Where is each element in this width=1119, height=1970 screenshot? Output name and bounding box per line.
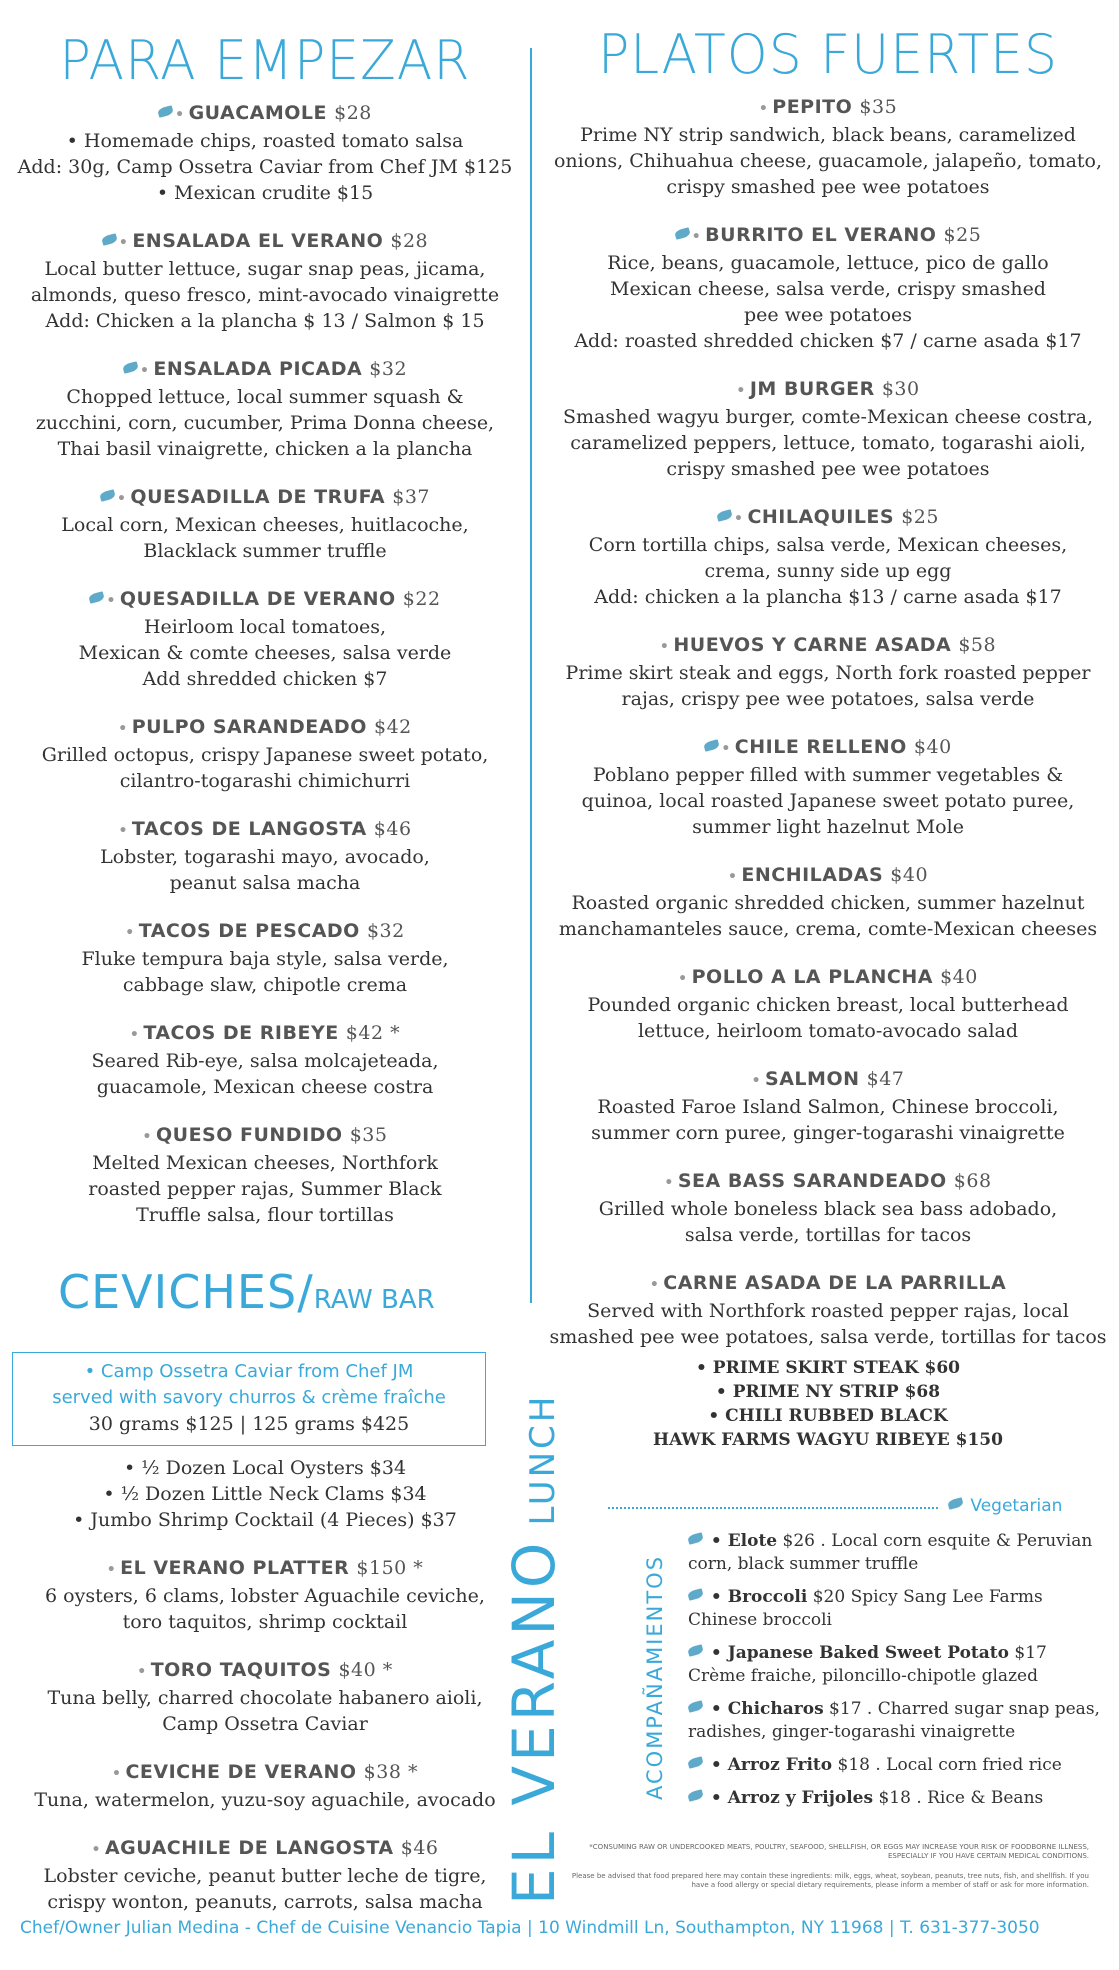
main-item xyxy=(548,94,1108,200)
starter-item-price: $22 xyxy=(402,588,441,610)
starter-item-desc: guacamole, Mexican cheese costra xyxy=(96,1076,434,1098)
leaf-icon xyxy=(122,361,139,374)
starter-item-name xyxy=(0,1122,530,1150)
leaf-icon xyxy=(687,1789,704,1802)
main-item xyxy=(548,632,1108,712)
main-item-desc: Smashed wagyu burger, comte-Mexican cheese costra, xyxy=(563,406,1093,428)
starter-item-desc: Blacklack summer truffle xyxy=(143,540,387,562)
main-item-desc: Served with Northfork roasted pepper rajas, local xyxy=(587,1300,1069,1322)
starter-item-desc: Local butter lettuce, sugar snap peas, jicama, xyxy=(44,258,486,280)
leaf-icon xyxy=(89,591,106,604)
main-item-title: CARNE ASADA DE LA PARRILLA xyxy=(663,1272,1007,1294)
main-item-price: $47 xyxy=(866,1068,905,1090)
starter-item-desc: • Homemade chips, roasted tomato salsa xyxy=(66,130,464,152)
starter-item-price: $28 xyxy=(334,102,372,124)
raw-bar-subtitle: RAW BAR xyxy=(313,1285,435,1315)
main-item-name xyxy=(548,1066,1108,1094)
starter-item-desc: Local corn, Mexican cheeses, huitlacoche, xyxy=(61,514,469,536)
main-item xyxy=(548,376,1108,482)
main-item-desc: manchamanteles sauce, crema, comte-Mexican cheeses xyxy=(558,918,1098,940)
main-item-title: SEA BASS SARANDEADO xyxy=(677,1170,954,1192)
leaf-icon xyxy=(703,739,720,752)
ceviche-item-title: EL VERANO PLATTER xyxy=(120,1557,357,1579)
leaf-icon xyxy=(687,1644,704,1657)
main-item-desc: Roasted organic shredded chicken, summer hazelnut xyxy=(571,892,1085,914)
bullet-icon: • xyxy=(142,1129,152,1145)
starter-item-desc: roasted pepper rajas, Summer Black xyxy=(88,1178,442,1200)
side-item-desc: . Rice & Beans xyxy=(916,1788,1044,1808)
starter-item-price: $37 xyxy=(392,486,431,508)
starter-item-title: QUESO FUNDIDO xyxy=(155,1124,350,1146)
leaf-icon xyxy=(99,489,116,502)
main-item xyxy=(548,1270,1108,1350)
ceviche-item-desc: Lobster ceviche, peanut butter leche de tigre, xyxy=(43,1865,487,1887)
side-item-desc: . Local corn esquite & Peruvian corn, black summer truffle xyxy=(688,1531,1093,1574)
side-item-name: • Japanese Baked Sweet Potato xyxy=(705,1643,1009,1663)
starter-item-desc: Add: Chicken a la plancha $ 13 / Salmon $ 15 xyxy=(45,310,485,332)
bullet-icon: • xyxy=(691,229,702,245)
starter-item-title: QUESADILLA DE TRUFA xyxy=(130,486,393,508)
ceviche-item xyxy=(0,1835,530,1915)
starter-item-desc: peanut salsa macha xyxy=(169,872,361,894)
bullet-icon: • xyxy=(91,1842,101,1858)
main-item xyxy=(548,1168,1108,1248)
starter-item-desc: Fluke tempura baja style, salsa verde, xyxy=(81,948,449,970)
raw-bar-line: • ½ Dozen Local Oysters $34 xyxy=(123,1457,407,1479)
steak-line: • PRIME NY STRIP $68 xyxy=(715,1382,941,1402)
side-item-price: $18 xyxy=(873,1788,917,1808)
starter-item-desc: almonds, queso fresco, mint-avocado vinaigrette xyxy=(30,284,500,306)
side-item xyxy=(688,1642,1108,1688)
starter-item-desc: Lobster, togarashi mayo, avocado, xyxy=(100,846,430,868)
main-item-name xyxy=(548,734,1108,762)
column-divider xyxy=(530,48,532,1303)
main-item-desc: Poblano pepper filled with summer vegetables & xyxy=(592,764,1064,786)
side-item xyxy=(688,1698,1108,1744)
starter-item xyxy=(0,918,530,998)
side-item xyxy=(688,1586,1108,1632)
side-item-name: • Chicharos xyxy=(705,1699,824,1719)
starter-item-name xyxy=(0,1020,530,1048)
bullet-icon: • xyxy=(129,1027,140,1043)
main-item-title: POLLO A LA PLANCHA xyxy=(691,966,941,988)
bullet-icon: • xyxy=(137,1664,147,1680)
raw-bar-line: • Jumbo Shrimp Cocktail (4 Pieces) $37 xyxy=(73,1509,457,1531)
steak-line: • CHILI RUBBED BLACK xyxy=(708,1406,948,1426)
main-item-desc: Add: roasted shredded chicken $7 / carne asada $17 xyxy=(574,330,1082,352)
ceviche-item-desc: toro taquitos, shrimp cocktail xyxy=(122,1611,408,1633)
starter-item-desc: Add: 30g, Camp Ossetra Caviar from Chef JM $125 xyxy=(17,156,513,178)
ceviche-item-desc: Tuna, watermelon, yuzu-soy aguachile, avocado xyxy=(34,1789,496,1811)
side-item-desc: . Charred sugar snap peas, radishes, ginger-togarashi vinaigrette xyxy=(688,1699,1100,1742)
starter-item-desc: Add shredded chicken $7 xyxy=(142,668,388,690)
brand-vertical xyxy=(500,1394,568,1905)
starter-item-price: $32 xyxy=(369,358,408,380)
starters-list xyxy=(0,100,530,1228)
main-item-title: JM BURGER xyxy=(749,378,882,400)
main-item-desc: Pounded organic chicken breast, local butterhead xyxy=(587,994,1069,1016)
main-item-name xyxy=(548,862,1108,890)
ceviche-item xyxy=(0,1555,530,1635)
main-item xyxy=(548,504,1108,610)
steak-list xyxy=(548,1356,1108,1452)
fine-print-raw: *CONSUMING RAW OR UNDERCOOKED MEATS, POULTRY, SEAFOOD, SHELLFISH, OR EGGS MAY INCREASE YOUR RISK OF FOODBORNE ILLNESS, ESPECIALLY IF YOU HAVE CERTAIN MEDICAL CONDITIONS. xyxy=(589,1843,1089,1860)
starter-item-title: PULPO SARANDEADO xyxy=(131,716,374,738)
side-item xyxy=(688,1530,1108,1576)
ceviche-items xyxy=(0,1555,530,1915)
starter-item-desc: cabbage slaw, chipotle crema xyxy=(122,974,408,996)
main-item-desc: crispy smashed pee wee potatoes xyxy=(666,458,990,480)
main-item-desc: crema, sunny side up egg xyxy=(704,560,952,582)
main-item-desc: crispy smashed pee wee potatoes xyxy=(666,176,990,198)
starter-item-price: $42 xyxy=(373,716,412,738)
side-item-price: $17 xyxy=(823,1699,867,1719)
mains-title: PLATOS FUERTES xyxy=(597,23,1059,87)
side-item-name: • Arroz Frito xyxy=(705,1755,833,1775)
starter-item-title: TACOS DE LANGOSTA xyxy=(131,818,374,840)
main-item-price: $25 xyxy=(901,506,939,528)
main-item-title: SALMON xyxy=(765,1068,867,1090)
leaf-icon xyxy=(157,105,174,118)
starter-item-price: $42 * xyxy=(345,1022,401,1044)
brand-name: EL VERANO xyxy=(500,1538,568,1905)
leaf-icon xyxy=(687,1532,704,1545)
starter-item-title: QUESADILLA DE VERANO xyxy=(119,588,403,610)
starter-item-title: ENSALADA EL VERANO xyxy=(132,230,391,252)
bullet-icon: • xyxy=(751,1073,762,1089)
starter-item-desc: Melted Mexican cheeses, Northfork xyxy=(92,1152,438,1174)
steak-line: • PRIME SKIRT STEAK $60 xyxy=(696,1358,960,1378)
main-item-desc: Rice, beans, guacamole, lettuce, pico de gallo xyxy=(607,252,1049,274)
starter-item xyxy=(0,356,530,462)
bullet-icon: • xyxy=(118,721,128,737)
starter-item-desc: zucchini, corn, cucumber, Prima Donna cheese, xyxy=(35,412,495,434)
ceviche-item xyxy=(0,1759,530,1813)
main-item-title: CHILE RELLENO xyxy=(734,736,914,758)
side-item-name: • Elote xyxy=(705,1531,778,1551)
bullet-icon: • xyxy=(106,593,116,609)
sides-title xyxy=(643,1555,667,1800)
leaf-icon xyxy=(674,227,691,240)
starter-item xyxy=(0,100,530,206)
bullet-icon: • xyxy=(118,235,129,251)
starter-item-desc: Mexican & comte cheeses, salsa verde xyxy=(78,642,452,664)
bullet-icon: • xyxy=(736,383,746,399)
starter-item-desc: • Mexican crudite $15 xyxy=(156,182,374,204)
starter-item xyxy=(0,1122,530,1228)
leaf-icon xyxy=(947,1497,964,1510)
side-item-desc: Crème fraiche, piloncillo-chipotle glazed xyxy=(688,1666,1038,1686)
ceviche-item-title: AGUACHILE DE LANGOSTA xyxy=(104,1837,401,1859)
main-item-desc: rajas, crispy pee wee potatoes, salsa verde xyxy=(621,688,1035,710)
main-item-desc: quinoa, local roasted Japanese sweet potato puree, xyxy=(581,790,1075,812)
starter-item-desc: Chopped lettuce, local summer squash & xyxy=(66,386,464,408)
starter-item-price: $28 xyxy=(390,230,429,252)
starter-item-name xyxy=(0,586,530,614)
mains-column xyxy=(548,24,1108,1452)
main-item-desc: lettuce, heirloom tomato-avocado salad xyxy=(637,1020,1019,1042)
side-item-name: • Broccoli xyxy=(705,1587,808,1607)
starter-item-price: $46 xyxy=(373,818,412,840)
starter-item-desc: cilantro-togarashi chimichurri xyxy=(119,770,411,792)
leaf-icon xyxy=(101,233,118,246)
main-item xyxy=(548,734,1108,840)
side-item-price: $26 xyxy=(777,1531,821,1551)
side-item-name: • Arroz y Frijoles xyxy=(705,1788,874,1808)
fine-print-allergy: Please be advised that food prepared here may contain these ingredients: milk, eggs, wheat, soybean, peanuts, tree nuts, fish, and shellfish. If you have a food allergy or special dietary requirements, please inform a member of staff or ask for more information. xyxy=(571,1872,1089,1889)
ceviches-title xyxy=(58,1265,435,1319)
main-item-name xyxy=(548,376,1108,404)
side-item-price: $17 xyxy=(1008,1643,1047,1663)
starter-item-title: TACOS DE RIBEYE xyxy=(143,1022,346,1044)
bullet-icon: • xyxy=(664,1175,674,1191)
main-item xyxy=(548,862,1108,942)
starter-item-title: GUACAMOLE xyxy=(188,102,335,124)
main-item-price: $35 xyxy=(859,96,898,118)
starter-item-desc: Grilled octopus, crispy Japanese sweet potato, xyxy=(41,744,489,766)
sides-title-text: ACOMPAÑAMIENTOS xyxy=(643,1554,667,1800)
starter-item-name xyxy=(0,714,530,742)
starter-item-desc: Truffle salsa, flour tortillas xyxy=(136,1204,394,1226)
main-item-title: PEPITO xyxy=(772,96,860,118)
caviar-line-2: served with savory churros & crème fraîche xyxy=(52,1387,446,1408)
ceviche-item-title: TORO TAQUITOS xyxy=(150,1659,339,1681)
side-item-price: $18 xyxy=(832,1755,876,1775)
bullet-icon: • xyxy=(139,363,150,379)
main-item-name xyxy=(548,1168,1108,1196)
caviar-box xyxy=(12,1352,486,1446)
main-item-desc: salsa verde, tortillas for tacos xyxy=(684,1224,972,1246)
main-item-price: $40 xyxy=(890,864,929,886)
vegetarian-legend xyxy=(948,1496,1062,1516)
main-item-desc: smashed pee wee potatoes, salsa verde, tortillas for tacos xyxy=(549,1326,1107,1348)
main-item xyxy=(548,1066,1108,1146)
leaf-icon xyxy=(687,1756,704,1769)
starter-item-name xyxy=(0,918,530,946)
starter-item-name xyxy=(0,356,530,384)
bullet-icon: • xyxy=(649,1277,660,1293)
main-item-price: $58 xyxy=(958,634,997,656)
starter-item xyxy=(0,1020,530,1100)
mains-list xyxy=(548,94,1108,1350)
main-item-desc: Add: chicken a la plancha $13 / carne asada $17 xyxy=(594,586,1062,608)
ceviche-item-price: $38 * xyxy=(363,1761,418,1783)
starter-item-title: TACOS DE PESCADO xyxy=(138,920,367,942)
main-item-price: $40 xyxy=(913,736,952,758)
brand-lunch: LUNCH xyxy=(523,1393,563,1526)
bullet-icon: • xyxy=(112,1766,122,1782)
main-item-price: $68 xyxy=(953,1170,992,1192)
ceviche-item-name xyxy=(0,1759,530,1787)
main-item-title: CHILAQUILES xyxy=(747,506,902,528)
starter-item xyxy=(0,586,530,692)
side-item-desc: Spicy Sang Lee Farms Chinese broccoli xyxy=(688,1587,1043,1630)
vegetarian-divider xyxy=(608,1507,938,1509)
steak-line: HAWK FARMS WAGYU RIBEYE $150 xyxy=(653,1430,1003,1450)
main-item-desc: Mexican cheese, salsa verde, crispy smashed xyxy=(610,278,1046,300)
ceviche-item-price: $46 xyxy=(400,1837,439,1859)
starter-item-desc: Thai basil vinaigrette, chicken a la plancha xyxy=(57,438,473,460)
ceviche-item-title: CEVICHE DE VERANO xyxy=(125,1761,364,1783)
ceviche-item-desc: crispy wonton, peanuts, carrots, salsa macha xyxy=(47,1891,483,1913)
leaf-icon xyxy=(687,1588,704,1601)
starters-title: PARA EMPEZAR xyxy=(59,29,471,93)
starter-item-price: $32 xyxy=(366,920,405,942)
main-item-title: BURRITO EL VERANO xyxy=(705,224,944,246)
main-item-desc: pee wee potatoes xyxy=(743,304,913,326)
side-item xyxy=(688,1754,1108,1777)
main-item-desc: summer light hazelnut Mole xyxy=(692,816,964,838)
main-item-name xyxy=(548,222,1108,250)
starter-item xyxy=(0,484,530,564)
ceviche-item-price: $150 * xyxy=(356,1557,424,1579)
caviar-line-1: • Camp Ossetra Caviar from Chef JM xyxy=(84,1361,414,1382)
raw-bar-list xyxy=(0,1455,530,1937)
main-item-name xyxy=(548,632,1108,660)
sides-list xyxy=(688,1530,1108,1820)
vegetarian-label: Vegetarian xyxy=(970,1496,1063,1516)
ceviche-item-desc: 6 oysters, 6 clams, lobster Aguachile ceviche, xyxy=(45,1585,485,1607)
main-item-desc: Prime skirt steak and eggs, North fork roasted pepper xyxy=(565,662,1091,684)
main-item-desc: Corn tortilla chips, salsa verde, Mexican cheeses, xyxy=(588,534,1068,556)
main-item-price: $40 xyxy=(940,966,978,988)
main-item-desc: Grilled whole boneless black sea bass adobado, xyxy=(598,1198,1058,1220)
ceviche-item-desc: Tuna belly, charred chocolate habanero aioli, xyxy=(47,1687,483,1709)
main-item-price: $30 xyxy=(881,378,920,400)
starter-item-name xyxy=(0,228,530,256)
bullet-icon: • xyxy=(734,511,744,527)
starter-item xyxy=(0,714,530,794)
main-item-title: ENCHILADAS xyxy=(741,864,891,886)
starter-item-name xyxy=(0,484,530,512)
ceviche-item-name xyxy=(0,1657,530,1685)
bullet-icon: • xyxy=(106,1562,117,1578)
ceviche-item-name xyxy=(0,1835,530,1863)
starter-item-price: $35 xyxy=(349,1124,388,1146)
footer: Chef/Owner Julian Medina - Chef de Cuisine Venancio Tapia | 10 Windmill Ln, Southampton, NY 11968 | T. 631-377-3050 xyxy=(20,1918,1040,1938)
main-item-desc: summer corn puree, ginger-togarashi vinaigrette xyxy=(591,1122,1065,1144)
main-item xyxy=(548,964,1108,1044)
main-item-desc: onions, Chihuahua cheese, guacamole, jalapeño, tomato, xyxy=(553,150,1103,172)
main-item-name xyxy=(548,504,1108,532)
caviar-prices: 30 grams $125 | 125 grams $425 xyxy=(88,1413,410,1435)
starter-item-title: ENSALADA PICADA xyxy=(153,358,370,380)
starter-item xyxy=(0,816,530,896)
starter-item-desc: Heirloom local tomatoes, xyxy=(143,616,387,638)
bullet-icon: • xyxy=(727,869,738,885)
ceviche-item-name xyxy=(0,1555,530,1583)
bullet-icon: • xyxy=(116,491,127,507)
ceviches-title-main: CEVICHES/ xyxy=(58,1265,314,1319)
ceviche-item xyxy=(0,1657,530,1737)
starter-item-name xyxy=(0,816,530,844)
main-item-desc: Roasted Faroe Island Salmon, Chinese broccoli, xyxy=(597,1096,1059,1118)
starters-column xyxy=(0,30,530,1250)
main-item-desc: Prime NY strip sandwich, black beans, caramelized xyxy=(580,124,1076,146)
starter-item xyxy=(0,228,530,334)
main-item-name xyxy=(548,964,1108,992)
main-item xyxy=(548,222,1108,354)
main-item-name xyxy=(548,1270,1108,1298)
starter-item-name xyxy=(0,100,530,128)
leaf-icon xyxy=(687,1700,704,1713)
side-item xyxy=(688,1787,1108,1810)
main-item-price: $25 xyxy=(943,224,982,246)
side-item-price: $20 xyxy=(807,1587,851,1607)
bullet-icon: • xyxy=(659,639,670,655)
main-item-title: HUEVOS Y CARNE ASADA xyxy=(673,634,959,656)
main-item-desc: caramelized peppers, lettuce, tomato, togarashi aioli, xyxy=(570,432,1086,454)
raw-bar-line: • ½ Dozen Little Neck Clams $34 xyxy=(103,1483,427,1505)
ceviche-item-price: $40 * xyxy=(338,1659,393,1681)
leaf-icon xyxy=(716,509,733,522)
bullet-icon: • xyxy=(758,101,769,117)
ceviche-item-desc: Camp Ossetra Caviar xyxy=(162,1713,368,1735)
raw-bar-lines xyxy=(0,1455,530,1533)
bullet-icon: • xyxy=(678,971,688,987)
bullet-icon: • xyxy=(175,107,185,123)
main-item-name xyxy=(548,94,1108,122)
side-item-desc: . Local corn fried rice xyxy=(875,1755,1062,1775)
bullet-icon: • xyxy=(125,925,135,941)
starter-item-desc: Seared Rib-eye, salsa molcajeteada, xyxy=(91,1050,439,1072)
bullet-icon: • xyxy=(721,741,731,757)
bullet-icon: • xyxy=(118,823,128,839)
